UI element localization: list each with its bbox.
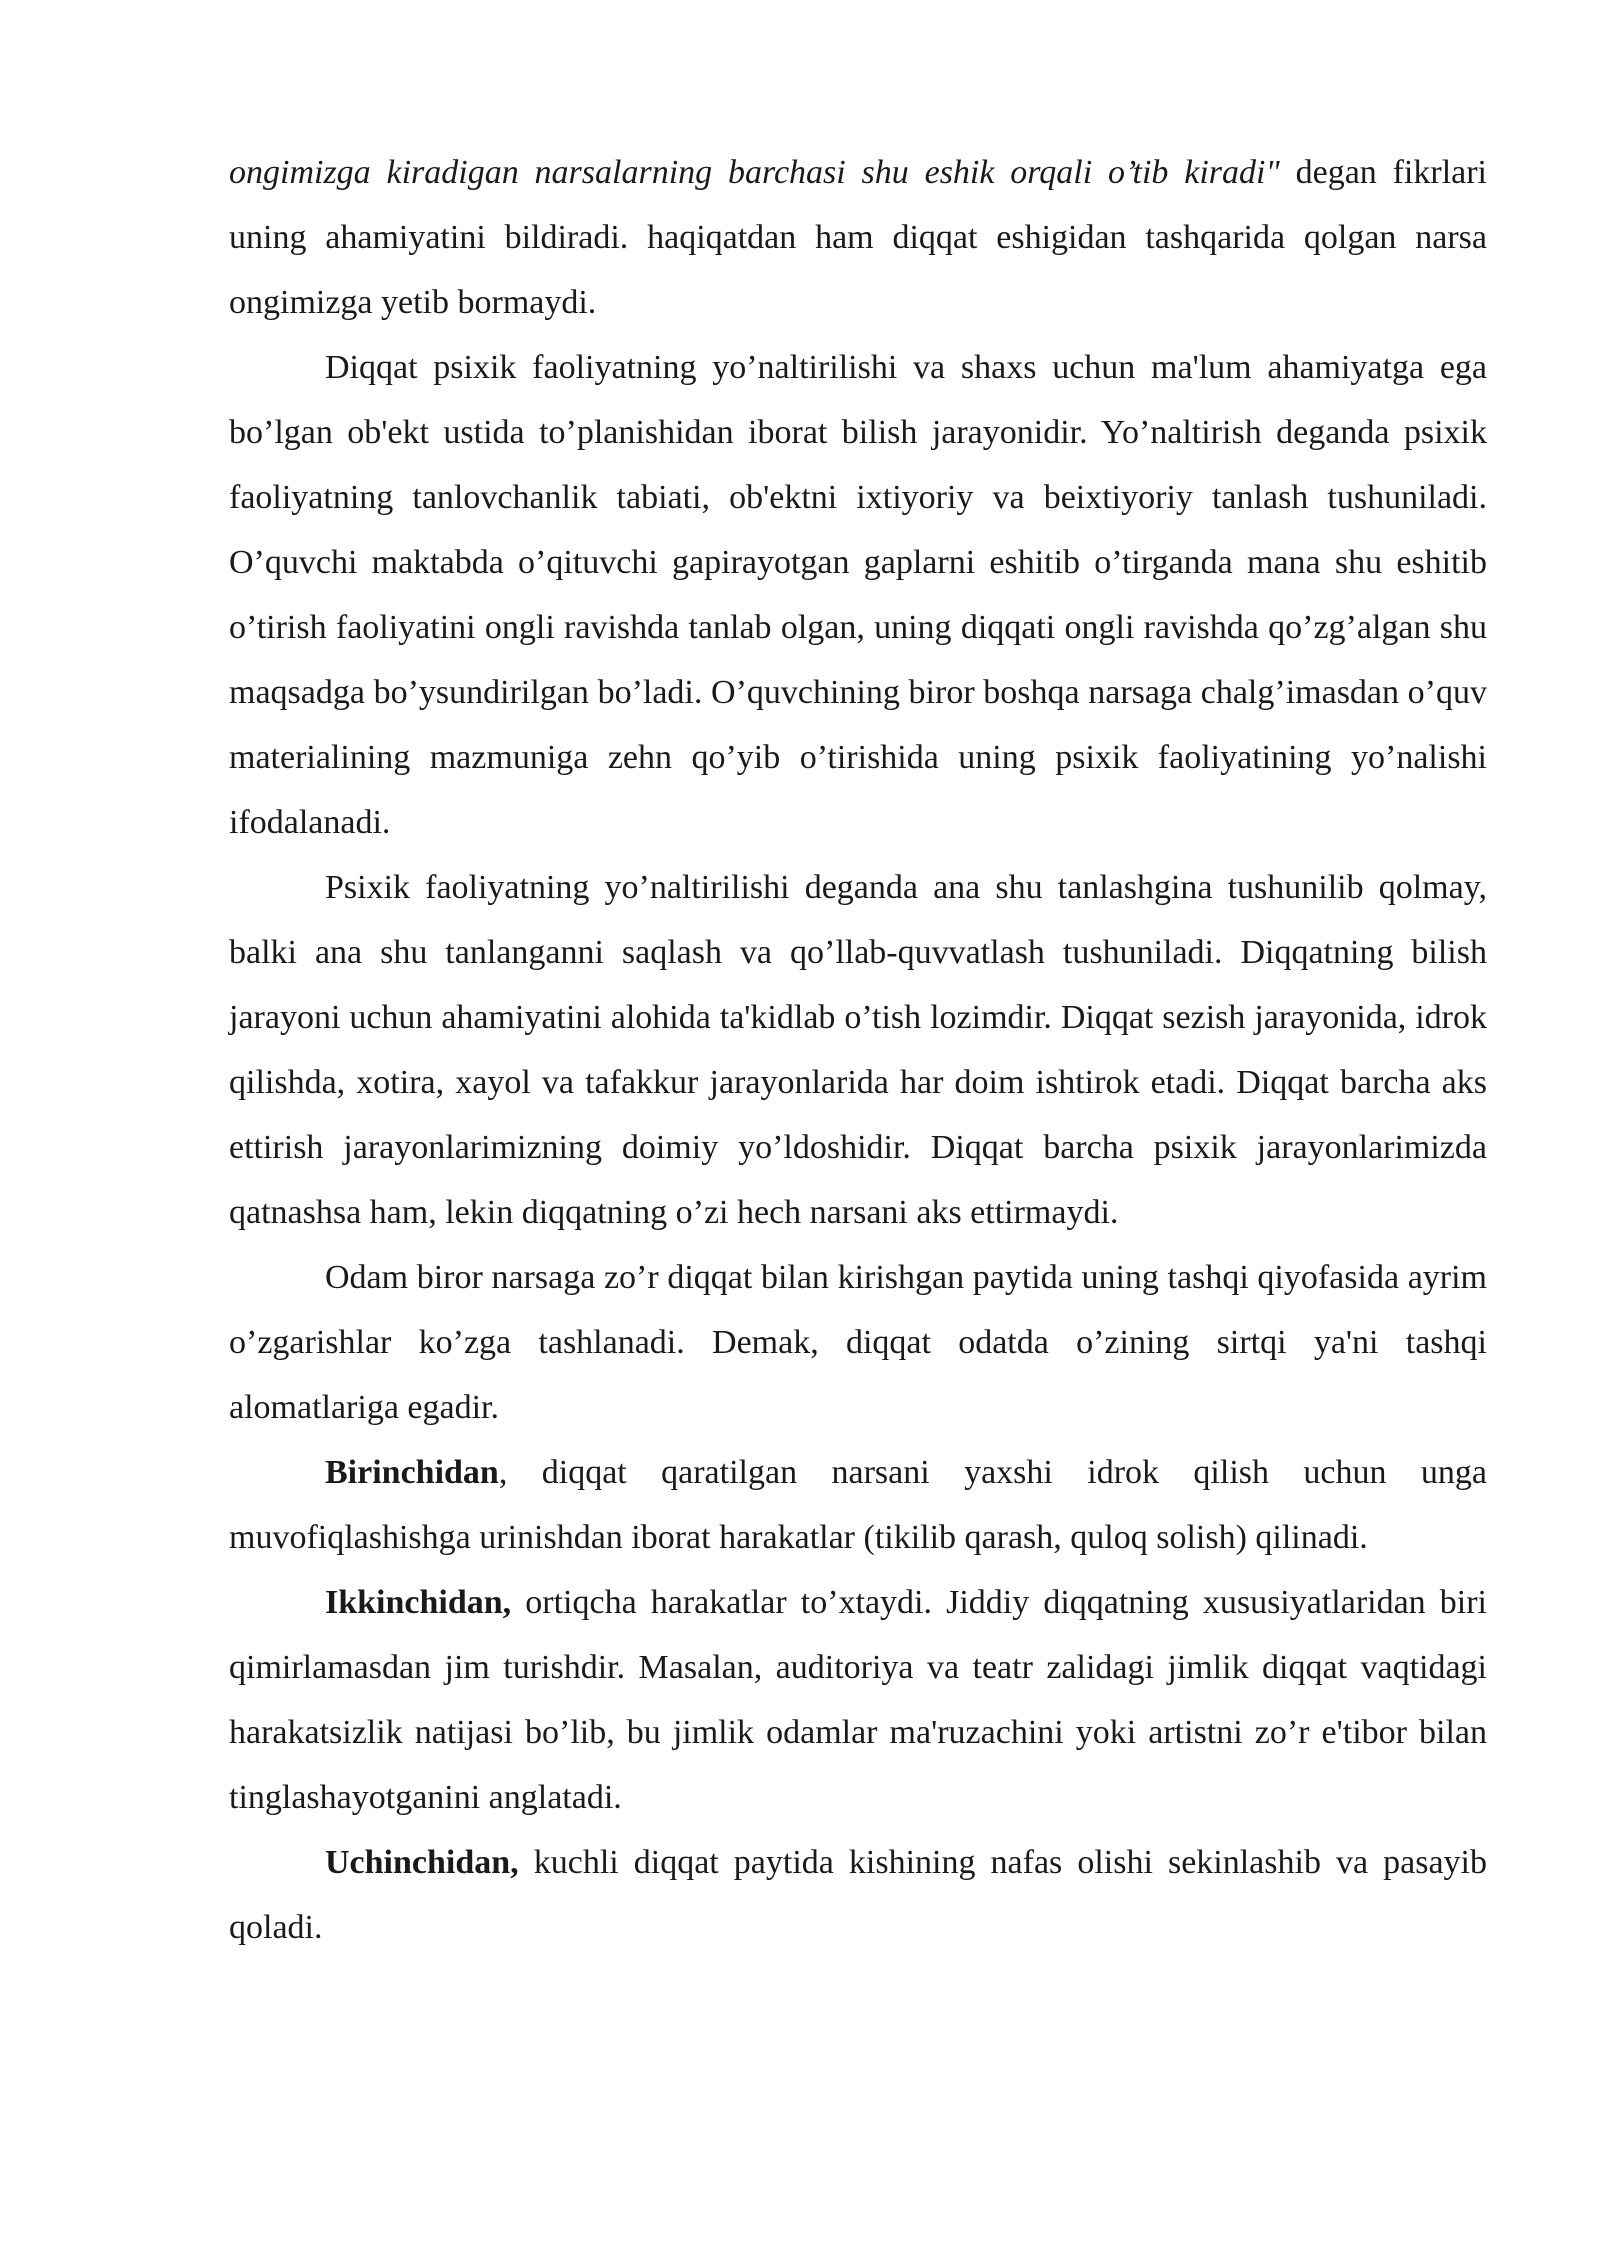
paragraph-attention-direction [229, 855, 1487, 1245]
paragraph-external-signs [229, 1245, 1487, 1440]
paragraph-text: ortiqcha harakatlar to’xtaydi. Jiddiy diqqatning xususiyatlaridan biri qimirlamasdan jim turishdir. Masalan, auditoriya va teatr zalidagi jimlik diqqat vaqtidagi harakatsizlik natijasi bo’lib, bu jimlik odamlar ma'ruzachini yoki artistni zo’r e'tibor bilan tinglashayotganini anglatadi. [229, 1584, 1487, 1816]
bold-lead-first: Birinchidan [325, 1454, 499, 1491]
paragraph-text: kuchli diqqat paytida kishining nafas olishi sekinlashib va pasayib qoladi. [229, 1844, 1487, 1946]
bold-lead-third: Uchinchidan, [325, 1844, 519, 1881]
paragraph-text: degan fikrlari uning ahamiyatini bildiradi. haqiqatdan ham diqqat eshigidan tashqarida qolgan narsa ongimizga yetib bormaydi. [229, 154, 1488, 321]
paragraph-first-sign [229, 1440, 1487, 1570]
document-page [229, 140, 1487, 1960]
italic-quote: ongimizga kiradigan narsalarning barchasi shu eshik orqali o’tib kiradi" [229, 154, 1280, 191]
paragraph-text: , diqqat qaratilgan narsani yaxshi idrok qilish uchun unga muvofiqlashishga urinishdan iborat harakatlar (tikilib qarash, quloq solish) qilinadi. [229, 1454, 1487, 1556]
paragraph-second-sign [229, 1570, 1487, 1830]
paragraph-text: Diqqat psixik faoliyatning yo’naltirilishi va shaxs uchun ma'lum ahamiyatga ega bo’lgan ob'ekt ustida to’planishidan iborat bilish jarayonidir. Yo’naltirish deganda psixik faoliyatning tanlovchanlik tabiati, ob'ektni ixtiyoriy va beixtiyoriy tanlash tushuniladi. O’quvchi maktabda o’qituvchi gapirayotgan gaplarni eshitib o’tirganda mana shu eshitib o’tirish faoliyatini ongli ravishda tanlab olgan, uning diqqati ongli ravishda qo’zg’algan shu maqsadga bo’ysundirilgan bo’ladi. O’quvchining biror boshqa narsaga chalg’imasdan o’quv materialining mazmuniga zehn qo’yib o’tirishida uning psixik faoliyatining yo’nalishi ifodalanadi. [229, 349, 1487, 841]
paragraph-attention-definition [229, 335, 1487, 855]
paragraph-intro-quote [229, 140, 1487, 335]
bold-lead-second: Ikkinchidan, [325, 1584, 512, 1621]
paragraph-text: Odam biror narsaga zo’r diqqat bilan kirishgan paytida uning tashqi qiyofasida ayrim o’zgarishlar ko’zga tashlanadi. Demak, diqqat odatda o’zining sirtqi ya'ni tashqi alomatlariga egadir. [229, 1259, 1487, 1426]
paragraph-third-sign [229, 1830, 1487, 1960]
paragraph-text: Psixik faoliyatning yo’naltirilishi deganda ana shu tanlashgina tushunilib qolmay, balki ana shu tanlanganni saqlash va qo’llab-quvvatlash tushuniladi. Diqqatning bilish jarayoni uchun ahamiyatini alohida ta'kidlab o’tish lozimdir. Diqqat sezish jarayonida, idrok qilishda, xotira, xayol va tafakkur jarayonlarida har doim ishtirok etadi. Diqqat barcha aks ettirish jarayonlarimizning doimiy yo’ldoshidir. Diqqat barcha psixik jarayonlarimizda qatnashsa ham, lekin diqqatning o’zi hech narsani aks ettirmaydi. [229, 869, 1487, 1231]
